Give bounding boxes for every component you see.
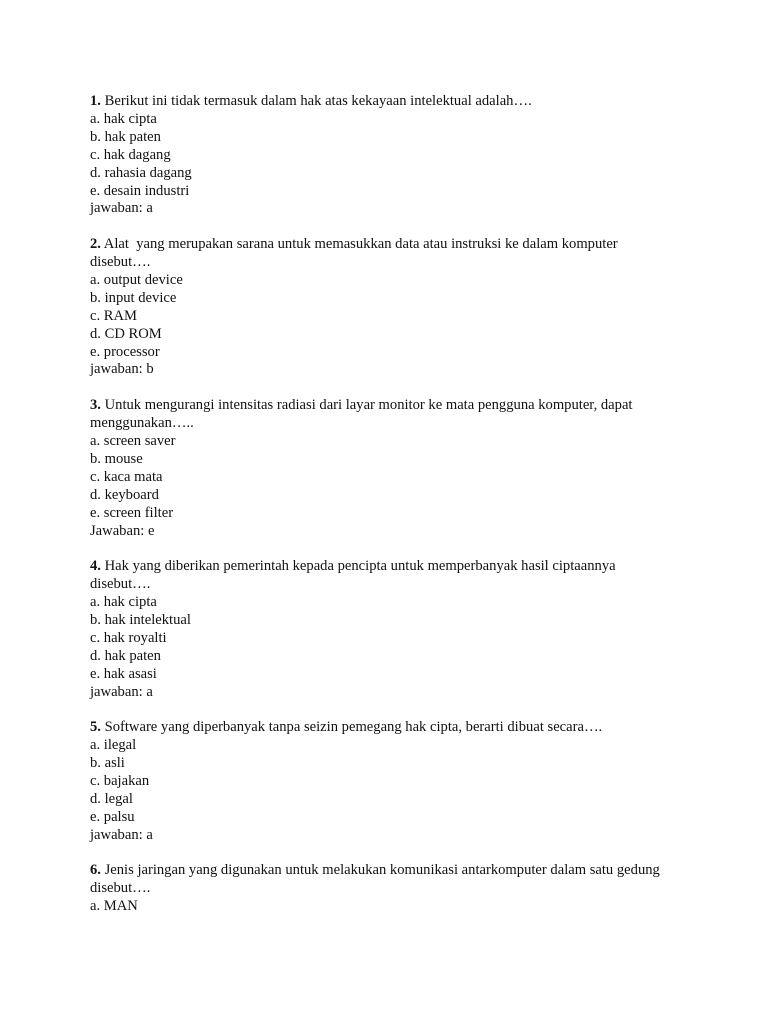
question-4-option-a: a. hak cipta [90, 594, 157, 611]
question-4 [90, 558, 670, 701]
question-5-option-d: d. legal [90, 790, 133, 807]
question-5-option-c: c. bajakan [90, 773, 150, 789]
question-4-text: Hak yang diberikan pemerintah kepada pencipta untuk memperbanyak hasil ciptaannya disebut…. [90, 558, 620, 593]
question-5-text: Software yang diperbanyak tanpa seizin pemegang hak cipta, berarti dibuat secara…. [100, 719, 603, 736]
question-2-stem [90, 236, 670, 272]
question-4-answer: jawaban: a [90, 683, 153, 700]
question-3 [90, 397, 670, 540]
question-2-answer: jawaban: b [90, 361, 154, 378]
question-6-number: 6. [90, 862, 101, 879]
question-3-text: Untuk mengurangi intensitas radiasi dari layar monitor ke mata pengguna komputer, dapat menggunakan….. [90, 397, 637, 432]
question-1-number: 1. [90, 93, 101, 109]
question-5-stem [90, 719, 670, 737]
question-3-option-e: e. screen filter [90, 504, 174, 521]
question-2-option-e: e. processor [90, 343, 160, 360]
question-4-number: 4. [90, 558, 101, 575]
question-5 [90, 719, 670, 844]
question-1-answer: jawaban: a [90, 200, 153, 217]
question-4-option-d: d. hak paten [90, 647, 161, 664]
question-4-option-c: c. hak royalti [90, 629, 167, 646]
question-2-option-b: b. input device [90, 289, 177, 306]
question-6-text: Jenis jaringan yang digunakan untuk melakukan komunikasi antarkomputer dalam satu gedung disebut…. [90, 862, 664, 897]
question-1 [90, 93, 670, 218]
document-body [90, 93, 670, 934]
question-2-option-d: d. CD ROM [90, 325, 162, 342]
question-1-option-e: e. desain industri [90, 182, 190, 199]
question-6 [90, 862, 670, 916]
question-2-text: Alat yang merupakan sarana untuk memasukkan data atau instruksi ke dalam komputer disebut…. [90, 236, 622, 271]
question-1-option-c: c. hak dagang [90, 146, 171, 163]
question-3-option-c: c. kaca mata [90, 468, 163, 485]
question-5-option-e: e. palsu [90, 808, 135, 825]
question-3-number: 3. [90, 397, 101, 414]
question-2-number: 2. [90, 236, 101, 253]
question-3-option-a: a. screen saver [90, 433, 176, 449]
question-1-stem [90, 93, 670, 111]
question-2-option-c: c. RAM [90, 307, 138, 324]
question-1-option-d: d. rahasia dagang [90, 164, 192, 181]
question-2 [90, 236, 670, 379]
question-4-stem [90, 558, 670, 594]
question-6-stem [90, 862, 670, 898]
question-5-answer: jawaban: a [90, 826, 153, 843]
question-1-option-b: b. hak paten [90, 128, 161, 145]
question-4-option-e: e. hak asasi [90, 665, 157, 682]
question-2-option-a: a. output device [90, 271, 183, 288]
question-1-option-a: a. hak cipta [90, 110, 157, 127]
question-3-option-d: d. keyboard [90, 486, 159, 503]
question-4-option-b: b. hak intelektual [90, 611, 191, 628]
question-3-option-b: b. mouse [90, 450, 143, 467]
question-5-number: 5. [90, 719, 101, 736]
question-6-option-a: a. MAN [90, 898, 138, 915]
question-3-answer: Jawaban: e [90, 522, 155, 539]
question-1-text: Berikut ini tidak termasuk dalam hak atas kekayaan intelektual adalah…. [100, 93, 532, 109]
question-3-stem [90, 397, 670, 433]
question-5-option-b: b. asli [90, 755, 125, 772]
question-5-option-a: a. ilegal [90, 737, 137, 754]
